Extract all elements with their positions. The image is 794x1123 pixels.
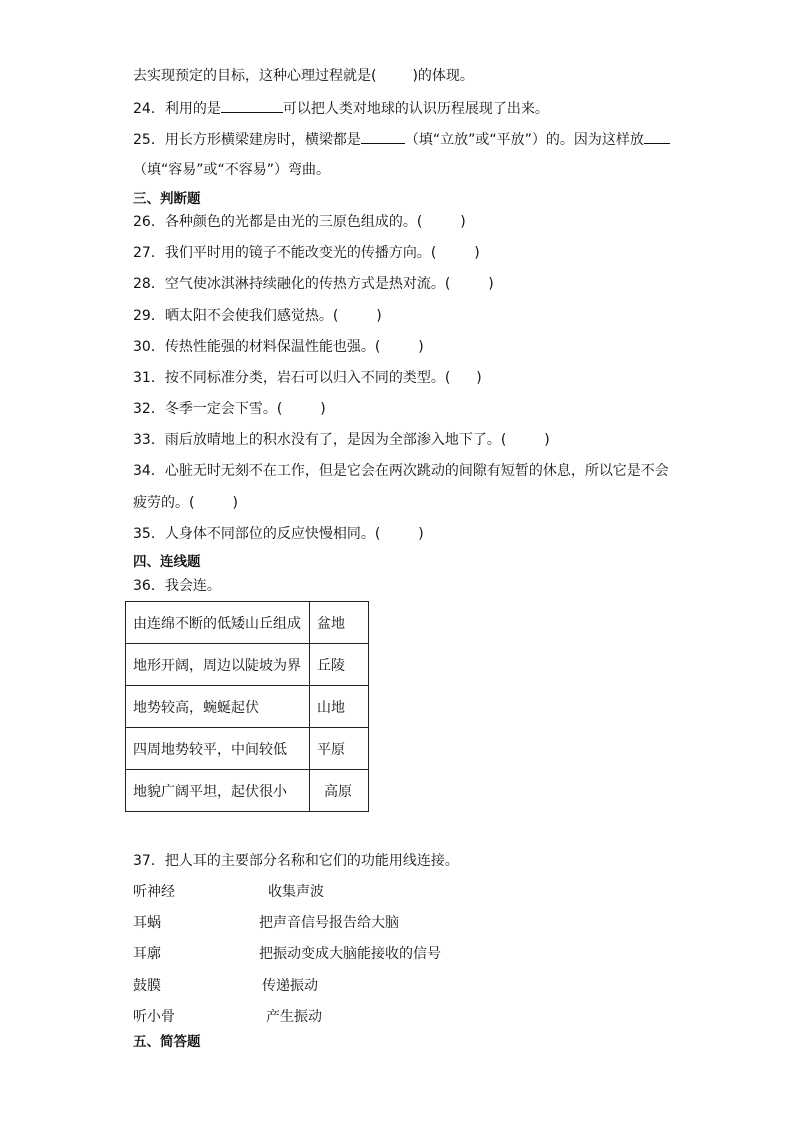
- close-paren: ): [232, 495, 238, 511]
- close-paren: ): [376, 308, 382, 324]
- ear-function-label[interactable]: 把振动变成大脑能接收的信号: [259, 946, 441, 962]
- close-paren: ): [476, 370, 482, 386]
- section-5-heading: 五、简答题: [133, 1034, 201, 1050]
- q29-text: 29．晒太阳不会使我们感觉热。(: [133, 308, 339, 324]
- q27-text: 27．我们平时用的镜子不能改变光的传播方向。(: [133, 245, 437, 261]
- question-30: [133, 337, 424, 357]
- section-3-heading: 三、判断题: [133, 191, 201, 207]
- table-cell-landform[interactable]: 平原: [310, 728, 369, 770]
- q33-text: 33．雨后放晴地上的积水没有了，是因为全部渗入地下了。(: [133, 432, 507, 448]
- q25-text-end: （填“容易”或“不容易”）弯曲。: [133, 162, 331, 178]
- table-cell-landform[interactable]: 山地: [310, 686, 369, 728]
- question-26: [133, 212, 466, 232]
- table-cell-description[interactable]: 地貌广阔平坦，起伏很小: [126, 770, 310, 812]
- q35-text: 35．人身体不同部位的反应快慢相同。(: [133, 526, 381, 542]
- question-34-line1: [133, 461, 669, 481]
- q31-text: 31．按不同标准分类，岩石可以归入不同的类型。(: [133, 370, 451, 386]
- question-25-line1: [133, 129, 670, 150]
- ear-part-label[interactable]: 鼓膜: [133, 978, 161, 994]
- q28-text: 28．空气使冰淇淋持续融化的传热方式是热对流。(: [133, 276, 451, 292]
- ear-part-label[interactable]: 听神经: [133, 884, 175, 900]
- table-row: [126, 602, 369, 644]
- q25-text-mid: （填“立放”或“平放”）的。因为这样放: [404, 132, 644, 148]
- question-25-line2: [133, 160, 330, 180]
- table-cell-description[interactable]: 地形开阔，周边以陡坡为界: [126, 644, 310, 686]
- table-cell-description[interactable]: 由连绵不断的低矮山丘组成: [126, 602, 310, 644]
- q25-answer-blank-1[interactable]: [361, 129, 405, 144]
- question-28: [133, 274, 494, 294]
- q25-answer-blank-2[interactable]: [644, 129, 670, 144]
- question-31: [133, 368, 482, 388]
- question-35: [133, 524, 424, 544]
- table-row: [126, 644, 369, 686]
- q26-text: 26．各种颜色的光都是由光的三原色组成的。(: [133, 214, 423, 230]
- q34-text: 34．心脏无时无刻不在工作，但是它会在两次跳动的间隙有短暂的休息，所以它是不会: [133, 463, 669, 479]
- table-cell-landform[interactable]: 盆地: [310, 602, 369, 644]
- question-27: [133, 243, 480, 263]
- question-33: [133, 430, 550, 450]
- table-cell-landform[interactable]: 高原: [310, 770, 369, 812]
- q23-text-post: )的体现。: [412, 68, 474, 84]
- close-paren: ): [488, 276, 494, 292]
- close-paren: ): [418, 526, 424, 542]
- table-row: [126, 686, 369, 728]
- table-row: [126, 728, 369, 770]
- table-cell-description[interactable]: 地势较高，蜿蜒起伏: [126, 686, 310, 728]
- question-34-line2: [133, 493, 238, 513]
- ear-part-label[interactable]: 耳蜗: [133, 915, 161, 931]
- close-paren: ): [460, 214, 466, 230]
- ear-function-label[interactable]: 把声音信号报告给大脑: [259, 915, 399, 931]
- ear-function-label[interactable]: 产生振动: [266, 1009, 322, 1025]
- ear-function-label[interactable]: 传递振动: [262, 978, 318, 994]
- table-row: [126, 770, 369, 812]
- q30-text: 30．传热性能强的材料保温性能也强。(: [133, 339, 381, 355]
- question-37-title: 37．把人耳的主要部分名称和它们的功能用线连接。: [133, 853, 459, 869]
- question-24: [133, 98, 549, 119]
- q32-text: 32．冬季一定会下雪。(: [133, 401, 283, 417]
- question-36-title: 36．我会连。: [133, 578, 221, 594]
- close-paren: ): [418, 339, 424, 355]
- q23-continuation: [133, 66, 474, 86]
- q25-text-pre: 25．用长方形横梁建房时，横梁都是: [133, 132, 361, 148]
- question-32: [133, 399, 326, 419]
- q24-text-pre: 24．利用的是: [133, 101, 221, 117]
- q34-text-cont: 疲劳的。(: [133, 495, 195, 511]
- q24-text-post: 可以把人类对地球的认识历程展现了出来。: [282, 101, 549, 117]
- matching-table: [125, 601, 369, 812]
- close-paren: ): [474, 245, 480, 261]
- ear-function-label[interactable]: 收集声波: [268, 884, 324, 900]
- close-paren: ): [544, 432, 550, 448]
- section-4-heading: 四、连线题: [133, 554, 201, 570]
- table-cell-landform[interactable]: 丘陵: [310, 644, 369, 686]
- q24-answer-blank[interactable]: [221, 98, 283, 113]
- close-paren: ): [320, 401, 326, 417]
- ear-part-label[interactable]: 耳廓: [133, 946, 161, 962]
- question-29: [133, 306, 382, 326]
- table-cell-description[interactable]: 四周地势较平，中间较低: [126, 728, 310, 770]
- q23-text-pre: 去实现预定的目标，这种心理过程就是(: [133, 68, 377, 84]
- ear-part-label[interactable]: 听小骨: [133, 1009, 175, 1025]
